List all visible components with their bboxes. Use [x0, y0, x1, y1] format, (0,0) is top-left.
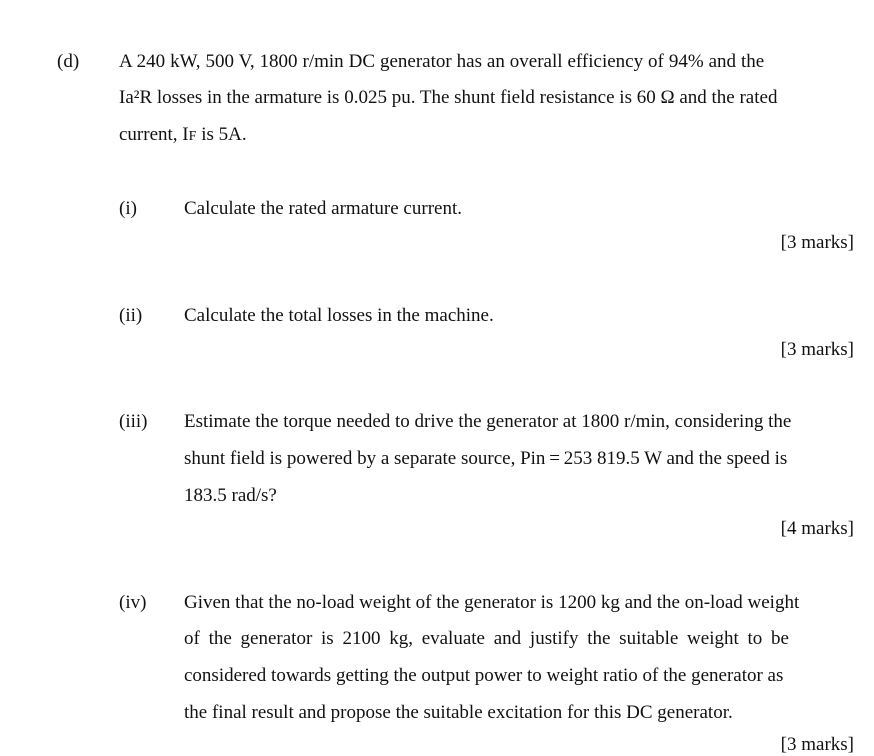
subquestion-4-line-2: of the generator is 2100 kg, evaluate and justify the suitable weight to be [184, 628, 789, 649]
field-current-subscript: F [188, 129, 197, 144]
subquestion-4-marks: [3 marks] [780, 734, 854, 755]
subquestion-2-number: (ii) [119, 305, 143, 326]
intro-line-2: Ia²R losses in the armature is 0.025 pu. The shunt field resistance is 60 Ω and the rated [119, 87, 778, 108]
subquestion-1-text: Calculate the rated armature current. [184, 198, 462, 219]
subquestion-1-number: (i) [119, 198, 137, 219]
subquestion-4-number: (iv) [119, 592, 147, 613]
subquestion-3-line-3: 183.5 rad/s? [184, 485, 277, 506]
subquestion-4-line-1: Given that the no-load weight of the generator is 1200 kg and the on-load weight [184, 592, 800, 613]
subquestion-4-line-3: considered towards getting the output power to weight ratio of the generator as [184, 665, 784, 686]
subquestion-3-number: (iii) [119, 411, 148, 432]
subquestion-3-line-2: shunt field is powered by a separate source, Pin = 253 819.5 W and the speed is [184, 448, 788, 469]
intro-line-1: A 240 kW, 500 V, 1800 r/min DC generator has an overall efficiency of 94% and the [119, 51, 765, 72]
subquestion-2-text: Calculate the total losses in the machine. [184, 305, 494, 326]
intro-line-3 [119, 125, 247, 144]
subquestion-3-line-1: Estimate the torque needed to drive the generator at 1800 r/min, considering the [184, 411, 792, 432]
subquestion-2-marks: [3 marks] [780, 339, 854, 360]
intro-line-3-suffix: is 5A. [196, 124, 247, 145]
subquestion-3-marks: [4 marks] [780, 518, 854, 539]
subquestion-1-marks: [3 marks] [780, 232, 854, 253]
subquestion-4-line-4: the final result and propose the suitable excitation for this DC generator. [184, 702, 733, 723]
part-label: (d) [57, 51, 80, 72]
intro-line-3-prefix: current, I [119, 124, 189, 145]
